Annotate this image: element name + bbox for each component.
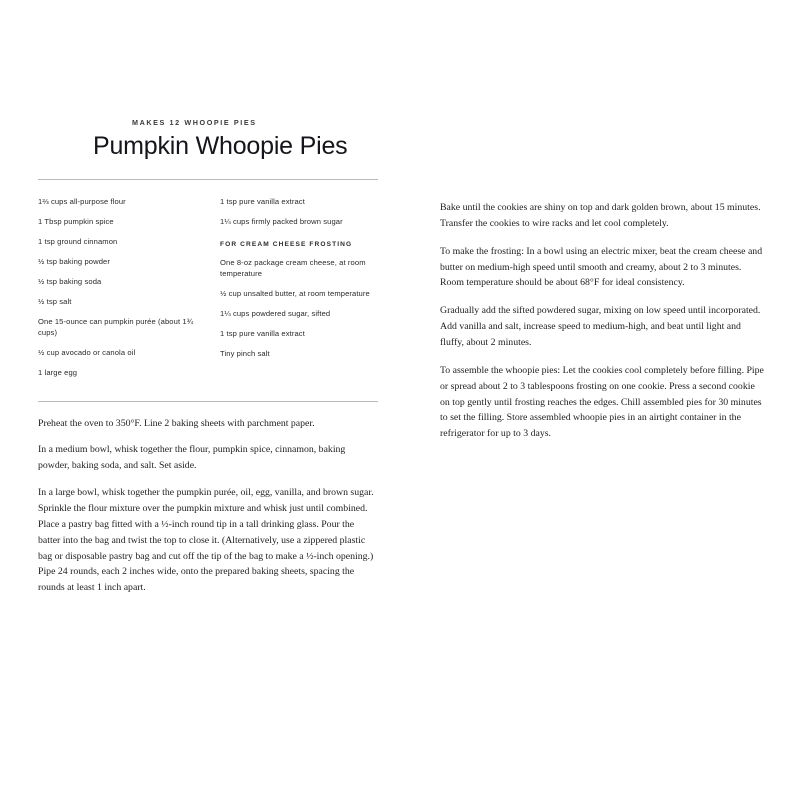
list-item: 1 Tbsp pumpkin spice [38, 216, 114, 226]
instruction-step: In a large bowl, whisk together the pumpkin purée, oil, egg, vanilla, and brown sugar. Sprinkle the flour mixture over the pumpkin mixture and whisk just until combined. Place a pastry bag fitted with a ½-inch round tip in a tall drinking glass. Pour the batter into the bag and twist the top to close it. (Alternatively, use a zippered plastic bag or disposable pastry bag and cut off the tip of the bag to make a ½-inch opening.) Pipe 24 rounds, each 2 inches wide, onto the prepared baking sheets, spacing the rounds at least 1 inch apart. [38, 487, 374, 594]
left-column [38, 118, 378, 607]
instruction-step: Preheat the oven to 350°F. Line 2 baking sheets with parchment paper. [38, 417, 315, 429]
list-item: Tiny pinch salt [220, 348, 270, 358]
list-item: ½ tsp salt [38, 296, 72, 306]
list-item: ½ tsp baking powder [38, 256, 110, 266]
list-item: ½ tsp baking soda [38, 276, 102, 286]
divider-bottom [38, 401, 378, 402]
list-item: 1¼ cups firmly packed brown sugar [220, 216, 343, 226]
ingredients-grid [38, 196, 378, 387]
list-item: 1 tsp ground cinnamon [38, 236, 118, 246]
instruction-step: Bake until the cookies are shiny on top and dark golden brown, about 15 minutes. Transfer the cookies to wire racks and let cool completely. [440, 202, 761, 229]
list-item: 1 large egg [38, 367, 78, 377]
list-item: ½ cup avocado or canola oil [38, 347, 136, 357]
ingredients-column-2 [220, 196, 378, 387]
frosting-section-heading: FOR CREAM CHEESE FROSTING [220, 240, 353, 248]
instructions-right [440, 200, 765, 454]
ingredients-column-1 [38, 196, 196, 387]
divider-top [38, 179, 378, 180]
instruction-step: In a medium bowl, whisk together the flour, pumpkin spice, cinnamon, baking powder, baking soda, and salt. Set aside. [38, 444, 346, 472]
instruction-step: To assemble the whoopie pies: Let the cookies cool completely before filling. Pipe or spread about 2 to 3 tablespoons frosting on one cookie. Press a second cookie on top gently until frosting reaches the edges. Chill assembled pies for 30 minutes to set the filling. Store assembled whoopie pies in an airtight container in the refrigerator for up to 3 days. [440, 364, 764, 440]
recipe-yield-kicker: MAKES 12 WHOOPIE PIES [132, 118, 257, 127]
list-item: ½ cup unsalted butter, at room temperature [220, 288, 370, 298]
list-item: 1 tsp pure vanilla extract [220, 196, 305, 206]
list-item: One 15-ounce can pumpkin purée (about 1¾ cups) [38, 316, 194, 337]
instruction-step: Gradually add the sifted powdered sugar, mixing on low speed until incorporated. Add vanilla and salt, increase speed to medium-high, and beat until light and fluffy, about 2 minutes. [440, 305, 761, 349]
page-title: Pumpkin Whoopie Pies [93, 132, 348, 160]
list-item: 1¼ cups powdered sugar, sifted [220, 308, 331, 318]
instruction-step: To make the frosting: In a bowl using an electric mixer, beat the cream cheese and butter on medium-high speed until smooth and creamy, about 2 to 3 minutes. Room temperature should be about 68°F for ideal consistency. [440, 245, 763, 289]
list-item: 1 tsp pure vanilla extract [220, 328, 305, 338]
instructions-left [38, 416, 378, 597]
list-item: 1⅔ cups all-purpose flour [38, 196, 126, 206]
list-item: One 8-oz package cream cheese, at room temperature [220, 257, 366, 278]
